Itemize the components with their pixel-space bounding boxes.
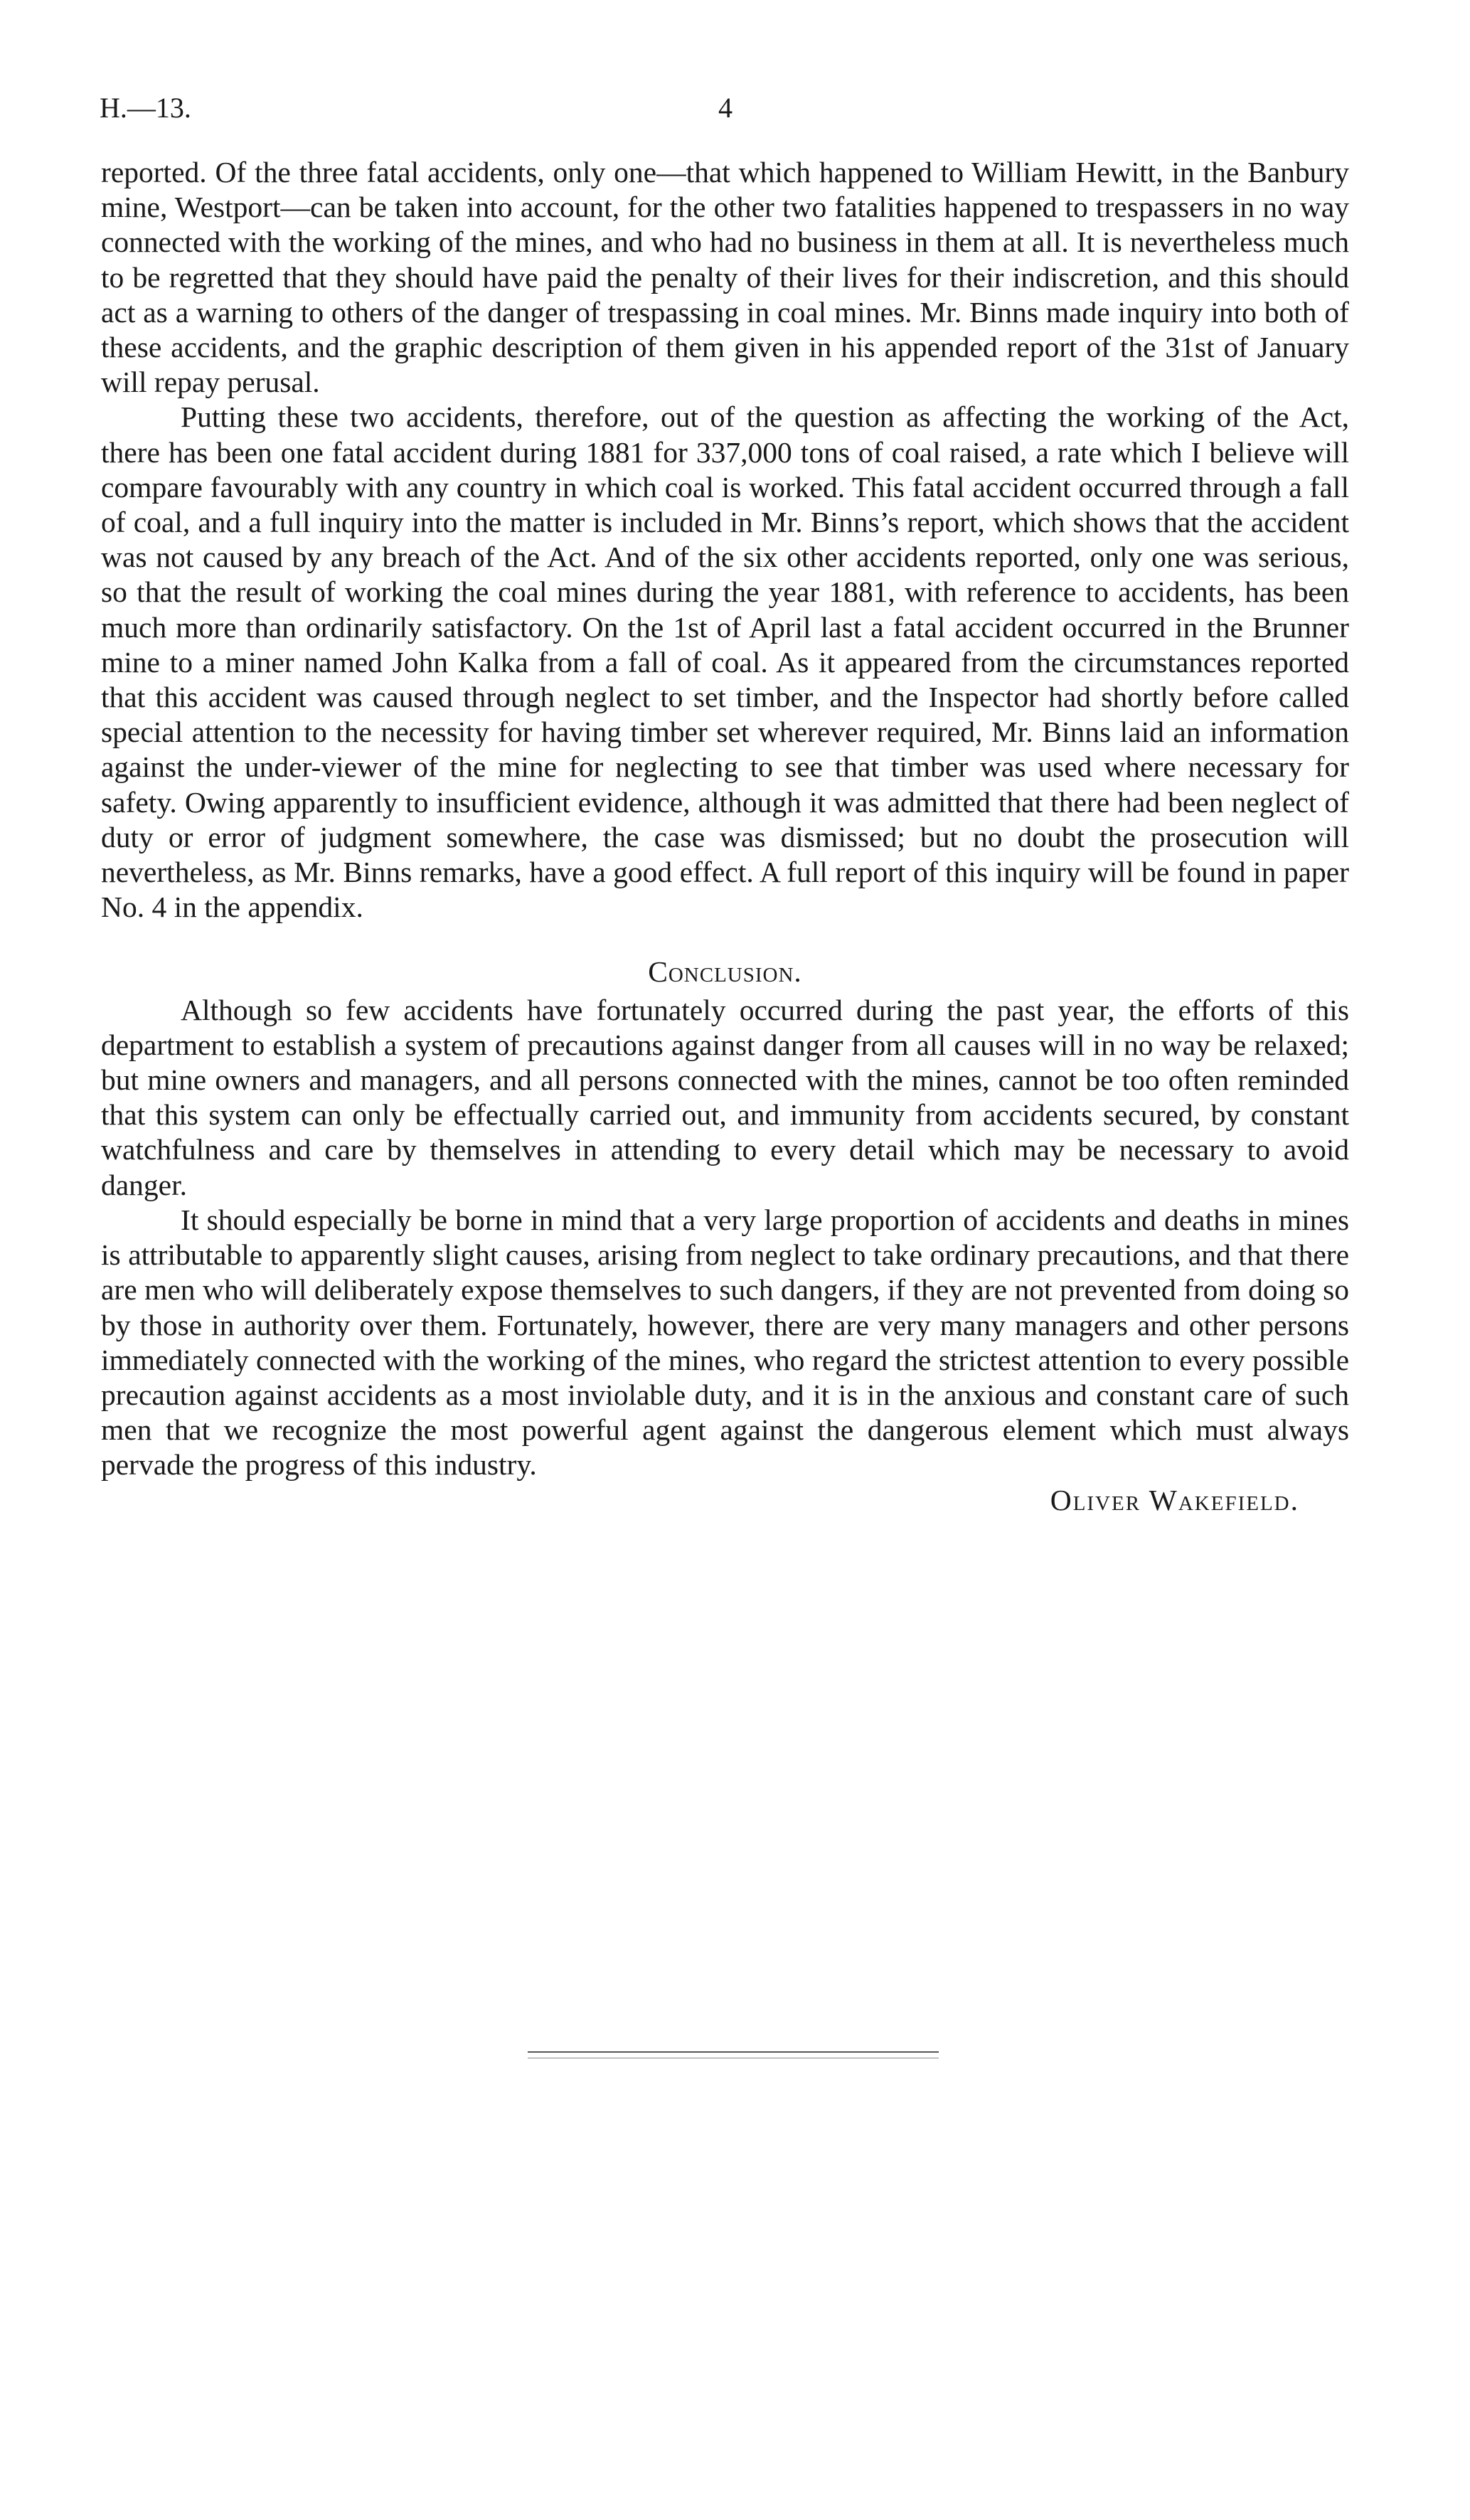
section-heading-conclusion: Conclusion. — [648, 955, 802, 989]
paragraph-conclusion-causes: It should especially be borne in mind that a very large proportion of accidents and deaths in mines is attributable to apparently slight causes, arising from neglect to take ordinary precautions, and that there are men who will deliberately expose themselves to such dangers, if they are not prevented from doing so by those in authority over them. Fortunately, however, there are very many managers and other persons immediately connected with the working of the mines, who regard the strictest attention to every possible precaution against accidents as a most inviolable duty, and it is in the anxious and constant care of such men that we recognize the most powerful agent against the dangerous element which must always pervade the progress of this industry. — [101, 1203, 1349, 1482]
page-number: 4 — [718, 92, 733, 124]
closing-rule — [528, 2051, 939, 2053]
series-code: H.—13. — [100, 92, 191, 124]
page-header — [100, 91, 1351, 134]
signature: Oliver Wakefield. — [1050, 1483, 1299, 1516]
paragraph-conclusion-precautions: Although so few accidents have fortunately occurred during the past year, the efforts of this department to establish a system of precautions against danger from all causes will in no way be relaxed; but mine owners and managers, and all persons connected with the mines, cannot be too often reminded that this system can only be effectually carried out, and immunity from accidents secured, by constant watchfulness and care by themselves in attending to every detail which may be necessary to avoid danger. — [101, 993, 1349, 1201]
body-text — [101, 155, 1349, 1518]
paragraph-fatal-accident-rate: Putting these two accidents, therefore, out of the question as affecting the working of the Act, there has been one fatal accident during 1881 for 337,000 tons of coal raised, a rate which I believe will compare favourably with any country in which coal is worked. This fatal accident occurred through a fall of coal, and a full inquiry into the matter is included in Mr. Binns’s report, which shows that the accident was not caused by any breach of the Act. And of the six other accidents reported, only one was serious, so that the result of working the coal mines during the year 1881, with reference to accidents, has been much more than ordinarily satisfactory. On the 1st of April last a fatal accident occurred in the Brunner mine to a miner named John Kalka from a fall of coal. As it appeared from the circumstances reported that this accident was caused through neglect to set timber, and the Inspector had shortly before called special attention to the necessity for having timber set wherever required, Mr. Binns laid an information against the under-viewer of the mine for neglecting to see that timber was used where necessary for safety. Owing apparently to insufficient evidence, although it was admitted that there had been neglect of duty or error of judgment somewhere, the case was dismissed; but no doubt the prosecution will nevertheless, as Mr. Binns remarks, have a good effect. A full report of this inquiry will be found in paper No. 4 in the appendix. — [101, 400, 1349, 924]
paragraph-accidents-reported: reported. Of the three fatal accidents, only one—that which happened to William Hewitt, in the Banbury mine, Westport—can be taken into account, for the other two fatalities happened to trespassers in no way connected with the working of the mines, and who had no business in them at all. It is nevertheless much to be regretted that they should have paid the penalty of their lives for their indiscretion, and this should act as a warning to others of the danger of trespassing in coal mines. Mr. Binns made inquiry into both of these accidents, and the graphic description of them given in his appended report of the 31st of January will repay perusal. — [101, 156, 1349, 399]
